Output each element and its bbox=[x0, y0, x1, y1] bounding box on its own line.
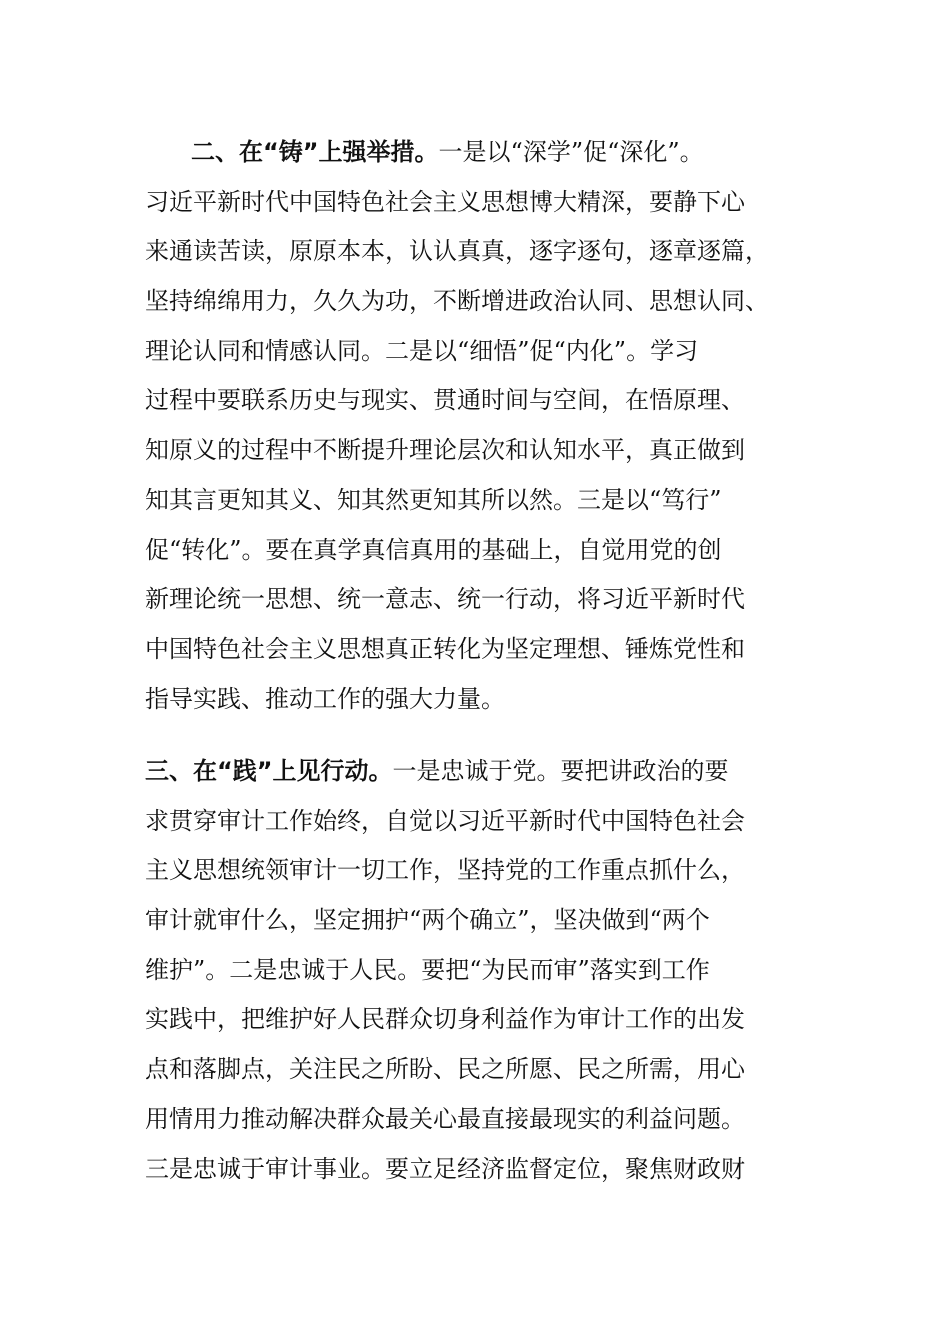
paragraph-text: 一是忠诚于党。要把讲政治的要 bbox=[392, 757, 729, 785]
paragraph-line: 促“转化”。要在真学真信真用的基础上，自觉用党的创 bbox=[145, 535, 722, 564]
paragraph-line bbox=[145, 128, 805, 178]
paragraph-line: 维护”。二是忠诚于人民。要把“为民而审”落实到工作 bbox=[145, 955, 710, 984]
section-2-heading: 二、在“铸”上强举措。 bbox=[191, 138, 439, 166]
paragraph-line: 用情用力推动解决群众最关心最直接最现实的利益问题。 bbox=[145, 1104, 745, 1133]
paragraph-line: 求贯穿审计工作始终，自觉以习近平新时代中国特色社会 bbox=[145, 806, 745, 835]
paragraph-line: 新理论统一思想、统一意志、统一行动，将习近平新时代 bbox=[145, 585, 745, 614]
paragraph-line: 中国特色社会主义思想真正转化为坚定理想、锤炼党性和 bbox=[145, 634, 745, 663]
paragraph-line bbox=[145, 747, 805, 797]
paragraph-line: 习近平新时代中国特色社会主义思想博大精深，要静下心 bbox=[145, 187, 745, 216]
paragraph-line: 理论认同和情感认同。二是以“细悟”促“内化”。学习 bbox=[145, 336, 699, 365]
paragraph-line: 知原义的过程中不断提升理论层次和认知水平，真正做到 bbox=[145, 436, 745, 465]
paragraph-line: 审计就审什么，坚定拥护“两个确立”，坚决做到“两个 bbox=[145, 906, 710, 935]
paragraph-line: 来通读苦读，原原本本，认认真真，逐字逐句，逐章逐篇， bbox=[145, 237, 769, 266]
paragraph-line: 实践中，把维护好人民群众切身利益作为审计工作的出发 bbox=[145, 1005, 745, 1034]
section-3-paragraph bbox=[145, 747, 805, 1194]
paragraph-line: 过程中要联系历史与现实、贯通时间与空间，在悟原理、 bbox=[145, 386, 745, 415]
paragraph-line: 坚持绵绵用力，久久为功，不断增进政治认同、思想认同、 bbox=[145, 287, 769, 316]
paragraph-line: 指导实践、推动工作的强大力量。 bbox=[145, 684, 505, 713]
paragraph-line: 主义思想统领审计一切工作，坚持党的工作重点抓什么， bbox=[145, 856, 745, 885]
paragraph-line: 点和落脚点，关注民之所盼、民之所愿、民之所需，用心 bbox=[145, 1055, 745, 1084]
paragraph-text: 一是以“深学”促“深化”。 bbox=[438, 138, 704, 166]
paragraph-line: 三是忠诚于审计事业。要立足经济监督定位，聚焦财政财 bbox=[145, 1154, 745, 1183]
section-3-heading: 三、在“践”上见行动。 bbox=[145, 757, 393, 785]
section-2-paragraph bbox=[145, 128, 805, 724]
paragraph-line: 知其言更知其义、知其然更知其所以然。三是以“笃行” bbox=[145, 485, 722, 514]
